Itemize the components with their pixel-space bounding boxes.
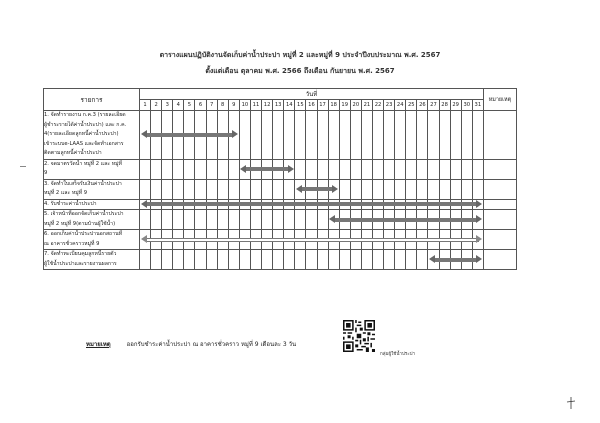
day-col-header: 24 — [395, 100, 406, 111]
day-cell — [184, 210, 195, 230]
day-cell — [284, 111, 295, 160]
day-cell — [306, 111, 317, 160]
day-cell — [250, 210, 261, 230]
doc-title: ตารางแผนปฏิบัติงานจัดเก็บค่าน้ำประปา หมู่ที่ 2 และหมู่ที่ 9 ประจำปีงบประมาณ พ.ศ. 2567 — [159, 51, 441, 59]
row-item-line: เข้าระบบe-LAAS และจัดทำเอกสาร — [44, 140, 124, 147]
arrow-right-icon — [476, 235, 482, 243]
day-cell — [472, 111, 483, 160]
day-cell — [162, 250, 173, 270]
day-cell — [173, 159, 184, 179]
day-cell — [140, 159, 151, 179]
day-cell — [206, 250, 217, 270]
day-cell — [151, 210, 162, 230]
day-cell — [395, 179, 406, 199]
day-cell — [406, 250, 417, 270]
day-cell — [262, 250, 273, 270]
day-cell — [151, 250, 162, 270]
row-item-line: 6. ออกเก็บค่าน้ำประปานอกสถานที่ — [44, 231, 123, 237]
day-col-header: 22 — [372, 100, 383, 111]
day-cell — [217, 179, 228, 199]
day-cell — [184, 159, 195, 179]
day-col-header: 29 — [450, 100, 461, 111]
day-col-header: 23 — [384, 100, 395, 111]
row-item-line: 5. เจ้าหน้าที่ออกจัดเก็บค่าน้ำประปา — [44, 211, 124, 217]
day-cell — [295, 111, 306, 160]
day-cell — [317, 210, 328, 230]
day-col-header: 18 — [328, 100, 339, 111]
timeline-bar — [334, 218, 477, 222]
timeline-bar — [245, 167, 288, 171]
row-item-line: 2. จดมาตรวัดน้ำ หมู่ที่ 2 และ หมู่ที่ — [44, 160, 122, 167]
arrow-right-icon — [476, 215, 482, 223]
day-col-header: 25 — [406, 100, 417, 111]
day-col-header: 27 — [428, 100, 439, 111]
doc-subtitle: ตั้งแต่เดือน ตุลาคม พ.ศ. 2566 ถึงเดือน กันยายน พ.ศ. 2567 — [205, 67, 395, 75]
day-cell — [395, 159, 406, 179]
row-note — [483, 250, 516, 270]
day-cell — [372, 111, 383, 160]
timeline-bar — [434, 258, 477, 262]
schedule-table — [43, 88, 517, 270]
day-col-header: 10 — [239, 100, 250, 111]
day-cell — [184, 250, 195, 270]
arrow-right-icon — [232, 130, 238, 138]
day-cell — [162, 210, 173, 230]
day-cell — [173, 179, 184, 199]
day-cell — [239, 250, 250, 270]
day-cell — [295, 159, 306, 179]
day-cell — [461, 179, 472, 199]
day-cell — [195, 159, 206, 179]
day-cell — [162, 159, 173, 179]
day-cell — [239, 179, 250, 199]
day-cell — [239, 210, 250, 230]
day-cell — [173, 250, 184, 270]
day-cell — [428, 179, 439, 199]
row-item-label — [44, 111, 140, 160]
day-col-header: 31 — [472, 100, 483, 111]
day-col-header: 1 — [140, 100, 151, 111]
arrow-left-icon — [329, 215, 335, 223]
day-col-header: 21 — [361, 100, 372, 111]
day-cell — [472, 159, 483, 179]
day-col-header: 26 — [417, 100, 428, 111]
day-cell — [384, 159, 395, 179]
day-cell — [306, 250, 317, 270]
day-cell — [250, 179, 261, 199]
day-cell — [151, 179, 162, 199]
row-item-line: ณ อาคารชั่วคราวหมู่ที่ 9 — [44, 240, 100, 247]
day-cell — [439, 179, 450, 199]
row-item-label — [44, 210, 140, 230]
day-cell — [195, 210, 206, 230]
pen-mark-icon — [566, 396, 576, 410]
arrow-right-icon — [288, 165, 294, 173]
day-col-header: 11 — [250, 100, 261, 111]
row-item-line: หมู่ที่ 2 หมู่ที่ 9(ตามบ้านผู้ใช้น้ำ) — [44, 220, 116, 227]
arrow-right-icon — [332, 185, 338, 193]
row-item-line: 4(รายละเอียดลูกหนี้ค่าน้ำประปา) — [44, 131, 119, 137]
day-cell — [339, 159, 350, 179]
day-cell — [350, 111, 361, 160]
day-col-header: 14 — [284, 100, 295, 111]
day-cell — [273, 111, 284, 160]
day-cell — [284, 179, 295, 199]
timeline-bar — [146, 238, 480, 242]
day-cell — [428, 111, 439, 160]
day-cell — [339, 179, 350, 199]
row-item-line: 3. จัดทำใบเสร็จรับเงินค่าน้ำประปา — [44, 180, 122, 187]
day-cell — [350, 250, 361, 270]
note-header: หมายเหตุ — [483, 89, 516, 111]
row-item-label — [44, 250, 140, 270]
row-item-label — [44, 159, 140, 179]
table-row — [44, 179, 517, 199]
day-col-header: 5 — [184, 100, 195, 111]
margin-mark — [20, 166, 26, 170]
remark-text: ออกรับชำระค่าน้ำประปา ณ อาคารชั่วคราว หมู่ที่ 9 เดือนละ 3 วัน — [126, 341, 297, 348]
day-cell — [472, 179, 483, 199]
row-note — [483, 111, 516, 160]
day-cell — [295, 250, 306, 270]
day-cell — [428, 159, 439, 179]
day-col-header: 7 — [206, 100, 217, 111]
day-col-header: 13 — [273, 100, 284, 111]
day-cell — [317, 111, 328, 160]
qr-code-icon[interactable] — [343, 320, 375, 352]
day-cell — [406, 159, 417, 179]
day-cell — [461, 111, 472, 160]
row-item-line: ผู้ใช้น้ำประปาและรายงานผลการ — [44, 260, 117, 267]
day-cell — [417, 250, 428, 270]
day-cell — [361, 179, 372, 199]
day-col-header: 9 — [228, 100, 239, 111]
timeline-bar — [301, 187, 333, 191]
day-cell — [217, 210, 228, 230]
row-note — [483, 210, 516, 230]
day-cell — [306, 159, 317, 179]
arrow-right-icon — [476, 200, 482, 208]
row-note — [483, 199, 516, 210]
row-item-label — [44, 179, 140, 199]
day-cell — [417, 159, 428, 179]
day-cell — [450, 159, 461, 179]
day-cell — [206, 159, 217, 179]
day-col-header: 2 — [151, 100, 162, 111]
arrow-left-icon — [141, 235, 147, 243]
day-cell — [361, 159, 372, 179]
row-item-label — [44, 230, 140, 250]
day-col-header: 30 — [461, 100, 472, 111]
day-cell — [206, 210, 217, 230]
day-cell — [239, 111, 250, 160]
row-item-line: ติดตามลูกหนี้ค่าน้ำประปา — [44, 150, 102, 156]
day-cell — [162, 179, 173, 199]
row-item-line: หมู่ที่ 2 และ หมู่ที่ 9 — [44, 190, 88, 196]
day-cell — [350, 159, 361, 179]
day-cell — [195, 179, 206, 199]
day-col-header: 28 — [439, 100, 450, 111]
day-cell — [250, 250, 261, 270]
day-col-header: 6 — [195, 100, 206, 111]
day-cell — [195, 250, 206, 270]
day-col-header: 17 — [317, 100, 328, 111]
day-cell — [273, 210, 284, 230]
row-item-line: 7. จัดทำทะเบียนคุมลูกหนี้รายตัว — [44, 251, 117, 257]
day-cell — [262, 111, 273, 160]
row-item-label — [44, 199, 140, 210]
day-cell — [262, 210, 273, 230]
row-item-line: 4. รับชำระค่าน้ำประปา — [44, 200, 97, 207]
day-cell — [395, 250, 406, 270]
arrow-right-icon — [476, 255, 482, 263]
day-col-header: 3 — [162, 100, 173, 111]
day-cell — [317, 250, 328, 270]
day-cell — [406, 179, 417, 199]
day-cell — [450, 111, 461, 160]
row-note — [483, 179, 516, 199]
day-cell — [284, 250, 295, 270]
day-cell — [384, 250, 395, 270]
day-cell — [384, 179, 395, 199]
day-cell — [439, 159, 450, 179]
day-cell — [217, 159, 228, 179]
timeline-bar — [146, 133, 234, 137]
row-item-line: ผู้ชำระรายได้ค่าน้ำประปา) และ ก.ค. — [44, 121, 127, 128]
day-cell — [395, 111, 406, 160]
row-note — [483, 159, 516, 179]
day-cell — [439, 111, 450, 160]
day-col-header: 12 — [262, 100, 273, 111]
day-cell — [361, 250, 372, 270]
row-note — [483, 230, 516, 250]
day-cell — [140, 179, 151, 199]
day-cell — [206, 179, 217, 199]
day-cell — [339, 250, 350, 270]
day-cell — [328, 250, 339, 270]
day-cell — [372, 250, 383, 270]
day-cell — [262, 179, 273, 199]
day-cell — [273, 250, 284, 270]
day-cell — [273, 179, 284, 199]
day-col-header: 15 — [295, 100, 306, 111]
day-cell — [450, 179, 461, 199]
day-cell — [372, 159, 383, 179]
day-cell — [250, 111, 261, 160]
day-cell — [461, 159, 472, 179]
day-cell — [184, 179, 195, 199]
day-cell — [295, 210, 306, 230]
day-cell — [361, 111, 372, 160]
day-cell — [228, 250, 239, 270]
day-cell — [328, 111, 339, 160]
arrow-left-icon — [296, 185, 302, 193]
day-cell — [317, 159, 328, 179]
day-col-header: 19 — [339, 100, 350, 111]
day-cell — [228, 159, 239, 179]
day-cell — [228, 179, 239, 199]
day-col-header: 8 — [217, 100, 228, 111]
arrow-left-icon — [141, 200, 147, 208]
items-header: รายการ — [44, 89, 140, 111]
day-cell — [151, 159, 162, 179]
day-col-header: 4 — [173, 100, 184, 111]
day-col-header: 16 — [306, 100, 317, 111]
timeline-bar — [146, 202, 478, 206]
day-cell — [339, 111, 350, 160]
day-header: วันที่ — [140, 89, 484, 100]
remark — [86, 339, 296, 349]
day-cell — [372, 179, 383, 199]
arrow-left-icon — [240, 165, 246, 173]
day-cell — [306, 210, 317, 230]
day-cell — [217, 250, 228, 270]
day-cell — [140, 250, 151, 270]
remark-label: หมายเหตุ — [86, 341, 111, 348]
day-cell — [417, 111, 428, 160]
day-cell — [417, 179, 428, 199]
day-cell — [384, 111, 395, 160]
day-cell — [140, 210, 151, 230]
day-cell — [406, 111, 417, 160]
day-col-header: 20 — [350, 100, 361, 111]
day-cell — [284, 210, 295, 230]
day-cell — [350, 179, 361, 199]
table-row — [44, 111, 517, 160]
row-item-line: 1. จัดทำรายงาน ก.ค.3 (รายละเอียด — [44, 112, 126, 118]
day-cell — [173, 210, 184, 230]
day-cell — [228, 210, 239, 230]
arrow-left-icon — [141, 130, 147, 138]
arrow-left-icon — [429, 255, 435, 263]
qr-caption: กลุ่มผู้ใช้น้ำประปา — [380, 352, 416, 357]
day-cell — [328, 159, 339, 179]
row-item-line: 9 — [44, 170, 48, 176]
